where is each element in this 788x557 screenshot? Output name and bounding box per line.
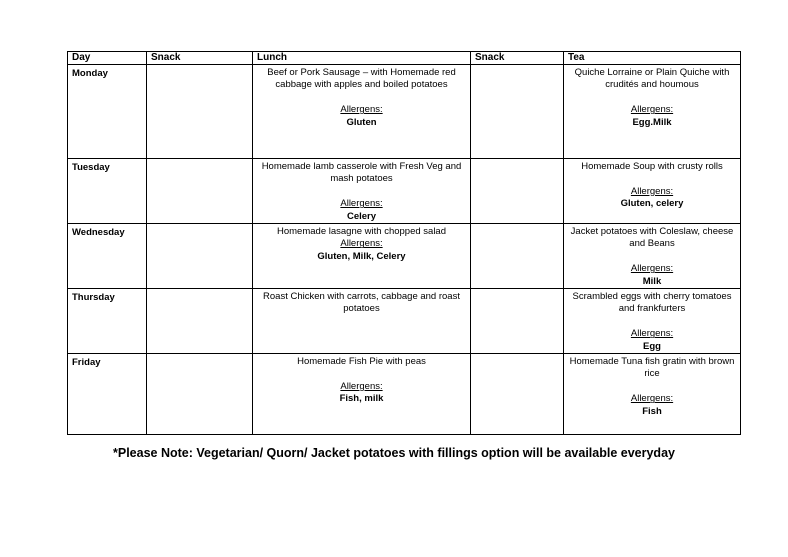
header-day: Day <box>68 52 147 65</box>
footer-note: *Please Note: Vegetarian/ Quorn/ Jacket potatoes with fillings option will be available everyday <box>113 446 675 460</box>
tea-cell <box>564 289 741 354</box>
allergens-label: Allergens: <box>630 185 674 197</box>
snack-cell <box>471 289 564 354</box>
allergens-label: Allergens: <box>340 238 383 250</box>
snack-cell <box>147 65 253 159</box>
table-row-thursday <box>68 289 741 354</box>
tea-description: Quiche Lorraine or Plain Quiche with crudités and houmous <box>574 67 730 91</box>
allergens-value: Gluten, Milk, Celery <box>317 250 406 262</box>
allergens-label: Allergens: <box>630 104 674 116</box>
allergens-label: Allergens: <box>340 104 383 116</box>
header-snack-2: Snack <box>471 52 564 65</box>
tea-description: Homemade Soup with crusty rolls <box>581 161 723 172</box>
tea-cell <box>564 224 741 289</box>
snack-cell <box>147 354 253 435</box>
day-label: Monday <box>68 65 147 159</box>
allergens-label: Allergens: <box>630 328 674 340</box>
header-snack-1: Snack <box>147 52 253 65</box>
table-row-tuesday <box>68 159 741 224</box>
tea-description: Jacket potatoes with Coleslaw, cheese and Beans <box>570 226 734 250</box>
tea-cell <box>564 65 741 159</box>
lunch-cell <box>253 159 471 224</box>
allergens-value: Fish, milk <box>339 393 384 405</box>
allergens-value: Egg <box>643 340 661 352</box>
day-label: Wednesday <box>68 224 147 289</box>
lunch-description: Beef or Pork Sausage – with Homemade red cabbage with apples and boiled potatoes <box>267 67 456 91</box>
allergens-label: Allergens: <box>340 380 383 392</box>
lunch-description: Homemade lasagne with chopped salad <box>277 226 446 238</box>
allergens-value: Egg.Milk <box>632 116 672 128</box>
tea-description: Homemade Tuna fish gratin with brown rice <box>569 356 735 380</box>
allergens-value: Celery <box>346 210 377 222</box>
header-tea: Tea <box>564 52 741 65</box>
allergens-value: Fish <box>642 405 662 417</box>
lunch-cell <box>253 289 471 354</box>
menu-table <box>67 51 741 435</box>
snack-cell <box>147 289 253 354</box>
day-label: Friday <box>68 354 147 435</box>
tea-cell <box>564 159 741 224</box>
lunch-cell <box>253 224 471 289</box>
lunch-description: Roast Chicken with carrots, cabbage and roast potatoes <box>263 291 460 315</box>
allergens-value: Milk <box>642 275 662 287</box>
tea-description: Scrambled eggs with cherry tomatoes and frankfurters <box>572 291 732 315</box>
allergens-value: Gluten <box>346 116 377 128</box>
allergens-label: Allergens: <box>630 393 674 405</box>
lunch-description: Homemade Fish Pie with peas <box>297 356 426 368</box>
snack-cell <box>147 159 253 224</box>
day-label: Thursday <box>68 289 147 354</box>
header-lunch: Lunch <box>253 52 471 65</box>
tea-cell <box>564 354 741 435</box>
lunch-cell <box>253 354 471 435</box>
day-label: Tuesday <box>68 159 147 224</box>
snack-cell <box>471 65 564 159</box>
snack-cell <box>471 224 564 289</box>
table-row-friday <box>68 354 741 435</box>
table-row-wednesday <box>68 224 741 289</box>
allergens-value: Gluten, celery <box>620 198 684 210</box>
table-row-monday <box>68 65 741 159</box>
allergens-label: Allergens: <box>630 263 674 275</box>
snack-cell <box>471 354 564 435</box>
snack-cell <box>147 224 253 289</box>
allergens-label: Allergens: <box>340 198 383 210</box>
lunch-cell <box>253 65 471 159</box>
lunch-description: Homemade lamb casserole with Fresh Veg and mash potatoes <box>261 161 462 185</box>
header-row <box>68 52 741 65</box>
snack-cell <box>471 159 564 224</box>
